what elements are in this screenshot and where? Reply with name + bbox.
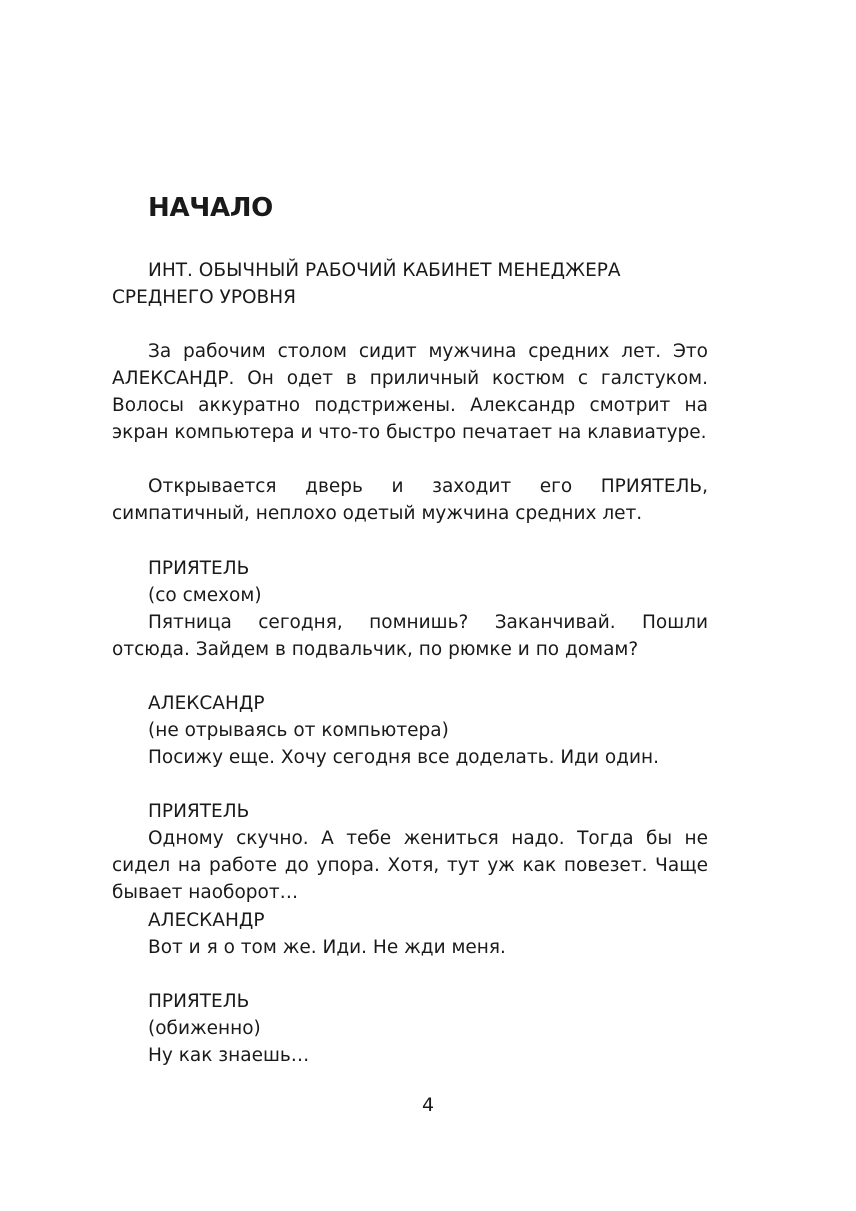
dialogue-line: Одному скучно. А тебе жениться надо. Тогда бы не сидел на работе до упора. Хотя, тут уж как повезет. Чаще бывает наоборот… <box>112 828 708 903</box>
dialogue-block-2 <box>112 690 708 771</box>
parenthetical: (обиженно) <box>148 1018 261 1039</box>
action-block-1 <box>112 338 708 446</box>
dialogue-line: Пятница сегодня, помнишь? Заканчивай. Пошли отсюда. Зайдем в подвальчик, по рюмке и по домам? <box>112 612 708 660</box>
action-paragraph-1: За рабочим столом сидит мужчина средних лет. Это АЛЕКСАНДР. Он одет в приличный костюм с галстуком. Волосы аккуратно подстрижены. Александр смотрит на экран компьютера и что-то быстро печатает на клавиатуре. <box>112 341 708 443</box>
character-name: АЛЕКСАНДР <box>148 693 265 714</box>
character-name: ПРИЯТЕЛЬ <box>148 801 250 822</box>
parenthetical: (не отрываясь от компьютера) <box>148 720 449 741</box>
dialogue-block-1 <box>112 555 708 663</box>
dialogue-block-5 <box>112 988 708 1069</box>
dialogue-line: Посижу еще. Хочу сегодня все доделать. Иди один. <box>148 747 659 768</box>
dialogue-line: Ну как знаешь… <box>148 1045 310 1066</box>
page-number: 4 <box>421 1094 435 1116</box>
parenthetical: (со смехом) <box>148 585 262 606</box>
character-name: ПРИЯТЕЛЬ <box>148 991 250 1012</box>
action-block-2 <box>112 473 708 527</box>
chapter-heading: НАЧАЛО <box>148 193 273 223</box>
action-paragraph-2: Открывается дверь и заходит его ПРИЯТЕЛЬ, симпатичный, неплохо одетый мужчина средних лет. <box>112 476 708 524</box>
dialogue-block-4 <box>112 907 708 961</box>
character-name: ПРИЯТЕЛЬ <box>148 558 250 579</box>
scene-heading-block <box>112 257 708 311</box>
scene-heading: ИНТ. ОБЫЧНЫЙ РАБОЧИЙ КАБИНЕТ МЕНЕДЖЕРА СРЕДНЕГО УРОВНЯ <box>112 260 621 308</box>
character-name: АЛЕСКАНДР <box>148 910 265 931</box>
dialogue-line: Вот и я о том же. Иди. Не жди меня. <box>148 937 506 958</box>
dialogue-block-3 <box>112 798 708 906</box>
